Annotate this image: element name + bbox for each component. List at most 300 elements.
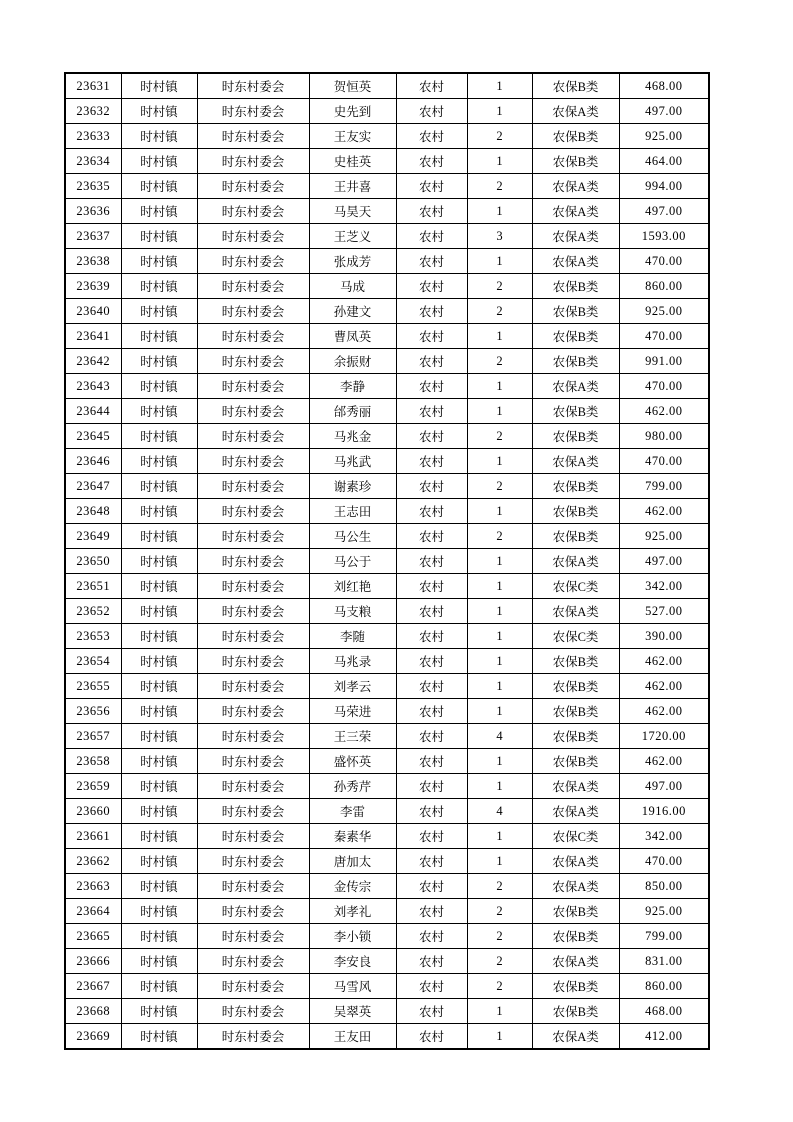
cell-amount: 390.00 bbox=[619, 624, 709, 649]
cell-id: 23639 bbox=[65, 274, 121, 299]
cell-town: 时村镇 bbox=[121, 399, 197, 424]
cell-town: 时村镇 bbox=[121, 774, 197, 799]
cell-count: 1 bbox=[467, 999, 532, 1024]
cell-count: 1 bbox=[467, 199, 532, 224]
cell-category: 农保B类 bbox=[532, 724, 619, 749]
cell-count: 2 bbox=[467, 949, 532, 974]
table-row bbox=[65, 774, 709, 799]
cell-town: 时村镇 bbox=[121, 749, 197, 774]
cell-count: 2 bbox=[467, 299, 532, 324]
cell-residence: 农村 bbox=[396, 174, 467, 199]
cell-name: 马支粮 bbox=[309, 599, 396, 624]
cell-town: 时村镇 bbox=[121, 799, 197, 824]
cell-village: 时东村委会 bbox=[197, 424, 309, 449]
cell-category: 农保C类 bbox=[532, 824, 619, 849]
cell-name: 李雷 bbox=[309, 799, 396, 824]
cell-name: 马兆武 bbox=[309, 449, 396, 474]
table-row bbox=[65, 574, 709, 599]
cell-residence: 农村 bbox=[396, 699, 467, 724]
cell-residence: 农村 bbox=[396, 474, 467, 499]
cell-id: 23645 bbox=[65, 424, 121, 449]
cell-amount: 925.00 bbox=[619, 899, 709, 924]
cell-town: 时村镇 bbox=[121, 849, 197, 874]
cell-count: 3 bbox=[467, 224, 532, 249]
cell-name: 李静 bbox=[309, 374, 396, 399]
cell-village: 时东村委会 bbox=[197, 724, 309, 749]
cell-village: 时东村委会 bbox=[197, 649, 309, 674]
cell-amount: 462.00 bbox=[619, 399, 709, 424]
cell-amount: 850.00 bbox=[619, 874, 709, 899]
table-row bbox=[65, 73, 709, 99]
cell-town: 时村镇 bbox=[121, 824, 197, 849]
cell-id: 23638 bbox=[65, 249, 121, 274]
cell-town: 时村镇 bbox=[121, 1024, 197, 1050]
cell-count: 1 bbox=[467, 549, 532, 574]
cell-town: 时村镇 bbox=[121, 99, 197, 124]
cell-village: 时东村委会 bbox=[197, 399, 309, 424]
cell-category: 农保A类 bbox=[532, 949, 619, 974]
cell-residence: 农村 bbox=[396, 799, 467, 824]
cell-residence: 农村 bbox=[396, 524, 467, 549]
cell-village: 时东村委会 bbox=[197, 73, 309, 99]
cell-village: 时东村委会 bbox=[197, 799, 309, 824]
cell-amount: 527.00 bbox=[619, 599, 709, 624]
cell-category: 农保A类 bbox=[532, 249, 619, 274]
table-row bbox=[65, 474, 709, 499]
cell-residence: 农村 bbox=[396, 99, 467, 124]
cell-village: 时东村委会 bbox=[197, 224, 309, 249]
cell-category: 农保B类 bbox=[532, 324, 619, 349]
table-row bbox=[65, 624, 709, 649]
cell-category: 农保B类 bbox=[532, 674, 619, 699]
table-row bbox=[65, 899, 709, 924]
cell-village: 时东村委会 bbox=[197, 374, 309, 399]
cell-residence: 农村 bbox=[396, 424, 467, 449]
cell-residence: 农村 bbox=[396, 274, 467, 299]
cell-town: 时村镇 bbox=[121, 149, 197, 174]
cell-category: 农保B类 bbox=[532, 999, 619, 1024]
cell-residence: 农村 bbox=[396, 149, 467, 174]
cell-id: 23635 bbox=[65, 174, 121, 199]
table-row bbox=[65, 824, 709, 849]
cell-amount: 462.00 bbox=[619, 674, 709, 699]
cell-id: 23666 bbox=[65, 949, 121, 974]
cell-count: 2 bbox=[467, 899, 532, 924]
cell-count: 1 bbox=[467, 674, 532, 699]
cell-category: 农保A类 bbox=[532, 99, 619, 124]
cell-count: 1 bbox=[467, 149, 532, 174]
cell-residence: 农村 bbox=[396, 649, 467, 674]
cell-amount: 468.00 bbox=[619, 999, 709, 1024]
cell-category: 农保B类 bbox=[532, 699, 619, 724]
table-row bbox=[65, 674, 709, 699]
cell-village: 时东村委会 bbox=[197, 549, 309, 574]
pension-roster-table bbox=[64, 72, 710, 1050]
table-row bbox=[65, 999, 709, 1024]
cell-count: 2 bbox=[467, 874, 532, 899]
cell-id: 23658 bbox=[65, 749, 121, 774]
cell-village: 时东村委会 bbox=[197, 474, 309, 499]
cell-amount: 470.00 bbox=[619, 374, 709, 399]
cell-amount: 925.00 bbox=[619, 124, 709, 149]
cell-count: 1 bbox=[467, 399, 532, 424]
cell-id: 23662 bbox=[65, 849, 121, 874]
cell-town: 时村镇 bbox=[121, 299, 197, 324]
cell-residence: 农村 bbox=[396, 749, 467, 774]
cell-amount: 470.00 bbox=[619, 324, 709, 349]
cell-id: 23648 bbox=[65, 499, 121, 524]
cell-count: 1 bbox=[467, 624, 532, 649]
cell-name: 邰秀丽 bbox=[309, 399, 396, 424]
cell-id: 23640 bbox=[65, 299, 121, 324]
cell-id: 23660 bbox=[65, 799, 121, 824]
cell-category: 农保B类 bbox=[532, 73, 619, 99]
cell-name: 王井喜 bbox=[309, 174, 396, 199]
cell-category: 农保A类 bbox=[532, 199, 619, 224]
table-row bbox=[65, 199, 709, 224]
cell-amount: 980.00 bbox=[619, 424, 709, 449]
cell-name: 马兆金 bbox=[309, 424, 396, 449]
table-row bbox=[65, 974, 709, 999]
table-row bbox=[65, 599, 709, 624]
cell-amount: 860.00 bbox=[619, 274, 709, 299]
cell-village: 时东村委会 bbox=[197, 999, 309, 1024]
cell-category: 农保B类 bbox=[532, 124, 619, 149]
cell-village: 时东村委会 bbox=[197, 149, 309, 174]
table-row bbox=[65, 749, 709, 774]
cell-name: 李小锁 bbox=[309, 924, 396, 949]
cell-id: 23644 bbox=[65, 399, 121, 424]
cell-village: 时东村委会 bbox=[197, 274, 309, 299]
cell-count: 2 bbox=[467, 974, 532, 999]
cell-category: 农保A类 bbox=[532, 374, 619, 399]
cell-amount: 1593.00 bbox=[619, 224, 709, 249]
cell-amount: 468.00 bbox=[619, 73, 709, 99]
cell-residence: 农村 bbox=[396, 224, 467, 249]
cell-id: 23632 bbox=[65, 99, 121, 124]
cell-id: 23634 bbox=[65, 149, 121, 174]
cell-village: 时东村委会 bbox=[197, 949, 309, 974]
cell-town: 时村镇 bbox=[121, 124, 197, 149]
cell-village: 时东村委会 bbox=[197, 349, 309, 374]
cell-residence: 农村 bbox=[396, 249, 467, 274]
cell-name: 马雪风 bbox=[309, 974, 396, 999]
cell-count: 2 bbox=[467, 124, 532, 149]
table-row bbox=[65, 799, 709, 824]
cell-village: 时东村委会 bbox=[197, 874, 309, 899]
cell-name: 金传宗 bbox=[309, 874, 396, 899]
cell-town: 时村镇 bbox=[121, 174, 197, 199]
cell-town: 时村镇 bbox=[121, 649, 197, 674]
cell-count: 1 bbox=[467, 774, 532, 799]
cell-village: 时东村委会 bbox=[197, 174, 309, 199]
table-row bbox=[65, 699, 709, 724]
table-row bbox=[65, 849, 709, 874]
cell-name: 刘红艳 bbox=[309, 574, 396, 599]
cell-id: 23665 bbox=[65, 924, 121, 949]
cell-count: 2 bbox=[467, 424, 532, 449]
cell-id: 23631 bbox=[65, 73, 121, 99]
cell-count: 1 bbox=[467, 99, 532, 124]
cell-category: 农保A类 bbox=[532, 174, 619, 199]
cell-count: 1 bbox=[467, 849, 532, 874]
table-row bbox=[65, 949, 709, 974]
cell-amount: 412.00 bbox=[619, 1024, 709, 1050]
cell-category: 农保B类 bbox=[532, 149, 619, 174]
table-row bbox=[65, 99, 709, 124]
cell-amount: 1916.00 bbox=[619, 799, 709, 824]
cell-village: 时东村委会 bbox=[197, 849, 309, 874]
cell-name: 马公生 bbox=[309, 524, 396, 549]
cell-residence: 农村 bbox=[396, 449, 467, 474]
cell-town: 时村镇 bbox=[121, 574, 197, 599]
cell-id: 23642 bbox=[65, 349, 121, 374]
cell-village: 时东村委会 bbox=[197, 774, 309, 799]
cell-category: 农保B类 bbox=[532, 349, 619, 374]
cell-category: 农保B类 bbox=[532, 524, 619, 549]
cell-name: 刘孝礼 bbox=[309, 899, 396, 924]
cell-category: 农保B类 bbox=[532, 274, 619, 299]
cell-village: 时东村委会 bbox=[197, 124, 309, 149]
cell-category: 农保B类 bbox=[532, 424, 619, 449]
cell-town: 时村镇 bbox=[121, 974, 197, 999]
table-row bbox=[65, 499, 709, 524]
cell-amount: 462.00 bbox=[619, 499, 709, 524]
table-row bbox=[65, 374, 709, 399]
cell-name: 李随 bbox=[309, 624, 396, 649]
cell-amount: 497.00 bbox=[619, 99, 709, 124]
cell-count: 1 bbox=[467, 73, 532, 99]
table-row bbox=[65, 249, 709, 274]
cell-count: 2 bbox=[467, 174, 532, 199]
cell-residence: 农村 bbox=[396, 399, 467, 424]
cell-amount: 342.00 bbox=[619, 574, 709, 599]
cell-category: 农保A类 bbox=[532, 449, 619, 474]
table-row bbox=[65, 649, 709, 674]
cell-name: 谢素珍 bbox=[309, 474, 396, 499]
cell-amount: 342.00 bbox=[619, 824, 709, 849]
cell-id: 23651 bbox=[65, 574, 121, 599]
cell-amount: 497.00 bbox=[619, 774, 709, 799]
cell-residence: 农村 bbox=[396, 624, 467, 649]
cell-name: 马公于 bbox=[309, 549, 396, 574]
cell-amount: 462.00 bbox=[619, 749, 709, 774]
table-row bbox=[65, 424, 709, 449]
cell-id: 23647 bbox=[65, 474, 121, 499]
table-row bbox=[65, 174, 709, 199]
cell-village: 时东村委会 bbox=[197, 899, 309, 924]
cell-name: 史先到 bbox=[309, 99, 396, 124]
cell-id: 23646 bbox=[65, 449, 121, 474]
cell-town: 时村镇 bbox=[121, 624, 197, 649]
cell-town: 时村镇 bbox=[121, 524, 197, 549]
cell-id: 23643 bbox=[65, 374, 121, 399]
cell-category: 农保B类 bbox=[532, 974, 619, 999]
cell-name: 马兆录 bbox=[309, 649, 396, 674]
cell-residence: 农村 bbox=[396, 874, 467, 899]
cell-amount: 831.00 bbox=[619, 949, 709, 974]
cell-village: 时东村委会 bbox=[197, 1024, 309, 1050]
cell-amount: 464.00 bbox=[619, 149, 709, 174]
cell-count: 1 bbox=[467, 824, 532, 849]
cell-village: 时东村委会 bbox=[197, 449, 309, 474]
cell-category: 农保B类 bbox=[532, 399, 619, 424]
cell-name: 刘孝云 bbox=[309, 674, 396, 699]
cell-amount: 925.00 bbox=[619, 524, 709, 549]
table-row bbox=[65, 124, 709, 149]
cell-town: 时村镇 bbox=[121, 999, 197, 1024]
cell-residence: 农村 bbox=[396, 924, 467, 949]
cell-residence: 农村 bbox=[396, 774, 467, 799]
cell-amount: 470.00 bbox=[619, 849, 709, 874]
cell-count: 1 bbox=[467, 324, 532, 349]
cell-count: 2 bbox=[467, 474, 532, 499]
cell-residence: 农村 bbox=[396, 73, 467, 99]
cell-name: 盛怀英 bbox=[309, 749, 396, 774]
cell-category: 农保A类 bbox=[532, 774, 619, 799]
cell-category: 农保A类 bbox=[532, 549, 619, 574]
cell-town: 时村镇 bbox=[121, 424, 197, 449]
cell-residence: 农村 bbox=[396, 999, 467, 1024]
table-row bbox=[65, 149, 709, 174]
table-row bbox=[65, 1024, 709, 1050]
cell-amount: 860.00 bbox=[619, 974, 709, 999]
cell-id: 23636 bbox=[65, 199, 121, 224]
cell-residence: 农村 bbox=[396, 674, 467, 699]
cell-id: 23661 bbox=[65, 824, 121, 849]
cell-amount: 470.00 bbox=[619, 449, 709, 474]
cell-id: 23659 bbox=[65, 774, 121, 799]
cell-count: 4 bbox=[467, 799, 532, 824]
cell-category: 农保C类 bbox=[532, 624, 619, 649]
cell-amount: 1720.00 bbox=[619, 724, 709, 749]
cell-name: 王三荣 bbox=[309, 724, 396, 749]
cell-town: 时村镇 bbox=[121, 724, 197, 749]
cell-name: 曹凤英 bbox=[309, 324, 396, 349]
cell-id: 23664 bbox=[65, 899, 121, 924]
cell-residence: 农村 bbox=[396, 974, 467, 999]
cell-village: 时东村委会 bbox=[197, 299, 309, 324]
cell-town: 时村镇 bbox=[121, 949, 197, 974]
cell-name: 孙秀芹 bbox=[309, 774, 396, 799]
cell-count: 1 bbox=[467, 449, 532, 474]
cell-residence: 农村 bbox=[396, 199, 467, 224]
cell-name: 马成 bbox=[309, 274, 396, 299]
cell-count: 2 bbox=[467, 524, 532, 549]
cell-amount: 470.00 bbox=[619, 249, 709, 274]
cell-residence: 农村 bbox=[396, 499, 467, 524]
table-row bbox=[65, 549, 709, 574]
cell-id: 23653 bbox=[65, 624, 121, 649]
cell-id: 23668 bbox=[65, 999, 121, 1024]
cell-village: 时东村委会 bbox=[197, 749, 309, 774]
cell-category: 农保A类 bbox=[532, 849, 619, 874]
cell-village: 时东村委会 bbox=[197, 974, 309, 999]
cell-name: 张成芳 bbox=[309, 249, 396, 274]
cell-name: 王芝义 bbox=[309, 224, 396, 249]
table-row bbox=[65, 524, 709, 549]
cell-residence: 农村 bbox=[396, 599, 467, 624]
cell-id: 23657 bbox=[65, 724, 121, 749]
cell-town: 时村镇 bbox=[121, 274, 197, 299]
cell-town: 时村镇 bbox=[121, 874, 197, 899]
cell-town: 时村镇 bbox=[121, 73, 197, 99]
table-row bbox=[65, 349, 709, 374]
cell-id: 23652 bbox=[65, 599, 121, 624]
cell-village: 时东村委会 bbox=[197, 574, 309, 599]
cell-residence: 农村 bbox=[396, 574, 467, 599]
cell-amount: 462.00 bbox=[619, 699, 709, 724]
cell-name: 吴翠英 bbox=[309, 999, 396, 1024]
cell-village: 时东村委会 bbox=[197, 324, 309, 349]
cell-town: 时村镇 bbox=[121, 924, 197, 949]
cell-id: 23641 bbox=[65, 324, 121, 349]
cell-name: 余振财 bbox=[309, 349, 396, 374]
cell-name: 王友田 bbox=[309, 1024, 396, 1050]
cell-town: 时村镇 bbox=[121, 699, 197, 724]
table-row bbox=[65, 224, 709, 249]
table-row bbox=[65, 274, 709, 299]
cell-village: 时东村委会 bbox=[197, 699, 309, 724]
cell-category: 农保A类 bbox=[532, 874, 619, 899]
cell-name: 王志田 bbox=[309, 499, 396, 524]
cell-category: 农保B类 bbox=[532, 899, 619, 924]
cell-amount: 994.00 bbox=[619, 174, 709, 199]
cell-category: 农保B类 bbox=[532, 474, 619, 499]
cell-category: 农保B类 bbox=[532, 749, 619, 774]
cell-id: 23650 bbox=[65, 549, 121, 574]
cell-town: 时村镇 bbox=[121, 199, 197, 224]
cell-village: 时东村委会 bbox=[197, 674, 309, 699]
cell-amount: 462.00 bbox=[619, 649, 709, 674]
cell-category: 农保B类 bbox=[532, 299, 619, 324]
cell-village: 时东村委会 bbox=[197, 199, 309, 224]
cell-name: 秦素华 bbox=[309, 824, 396, 849]
cell-count: 1 bbox=[467, 374, 532, 399]
cell-residence: 农村 bbox=[396, 299, 467, 324]
cell-category: 农保C类 bbox=[532, 574, 619, 599]
cell-count: 1 bbox=[467, 1024, 532, 1050]
cell-amount: 925.00 bbox=[619, 299, 709, 324]
cell-category: 农保A类 bbox=[532, 599, 619, 624]
cell-id: 23649 bbox=[65, 524, 121, 549]
cell-name: 马荣进 bbox=[309, 699, 396, 724]
cell-town: 时村镇 bbox=[121, 674, 197, 699]
cell-id: 23654 bbox=[65, 649, 121, 674]
cell-category: 农保A类 bbox=[532, 224, 619, 249]
cell-town: 时村镇 bbox=[121, 899, 197, 924]
cell-residence: 农村 bbox=[396, 899, 467, 924]
cell-category: 农保B类 bbox=[532, 499, 619, 524]
cell-town: 时村镇 bbox=[121, 449, 197, 474]
cell-name: 贺恒英 bbox=[309, 73, 396, 99]
cell-amount: 799.00 bbox=[619, 474, 709, 499]
cell-category: 农保B类 bbox=[532, 649, 619, 674]
cell-village: 时东村委会 bbox=[197, 599, 309, 624]
cell-residence: 农村 bbox=[396, 724, 467, 749]
cell-residence: 农村 bbox=[396, 124, 467, 149]
cell-town: 时村镇 bbox=[121, 249, 197, 274]
cell-residence: 农村 bbox=[396, 349, 467, 374]
cell-village: 时东村委会 bbox=[197, 524, 309, 549]
cell-name: 李安良 bbox=[309, 949, 396, 974]
cell-id: 23655 bbox=[65, 674, 121, 699]
cell-residence: 农村 bbox=[396, 549, 467, 574]
cell-residence: 农村 bbox=[396, 949, 467, 974]
cell-village: 时东村委会 bbox=[197, 924, 309, 949]
cell-residence: 农村 bbox=[396, 374, 467, 399]
cell-count: 1 bbox=[467, 599, 532, 624]
